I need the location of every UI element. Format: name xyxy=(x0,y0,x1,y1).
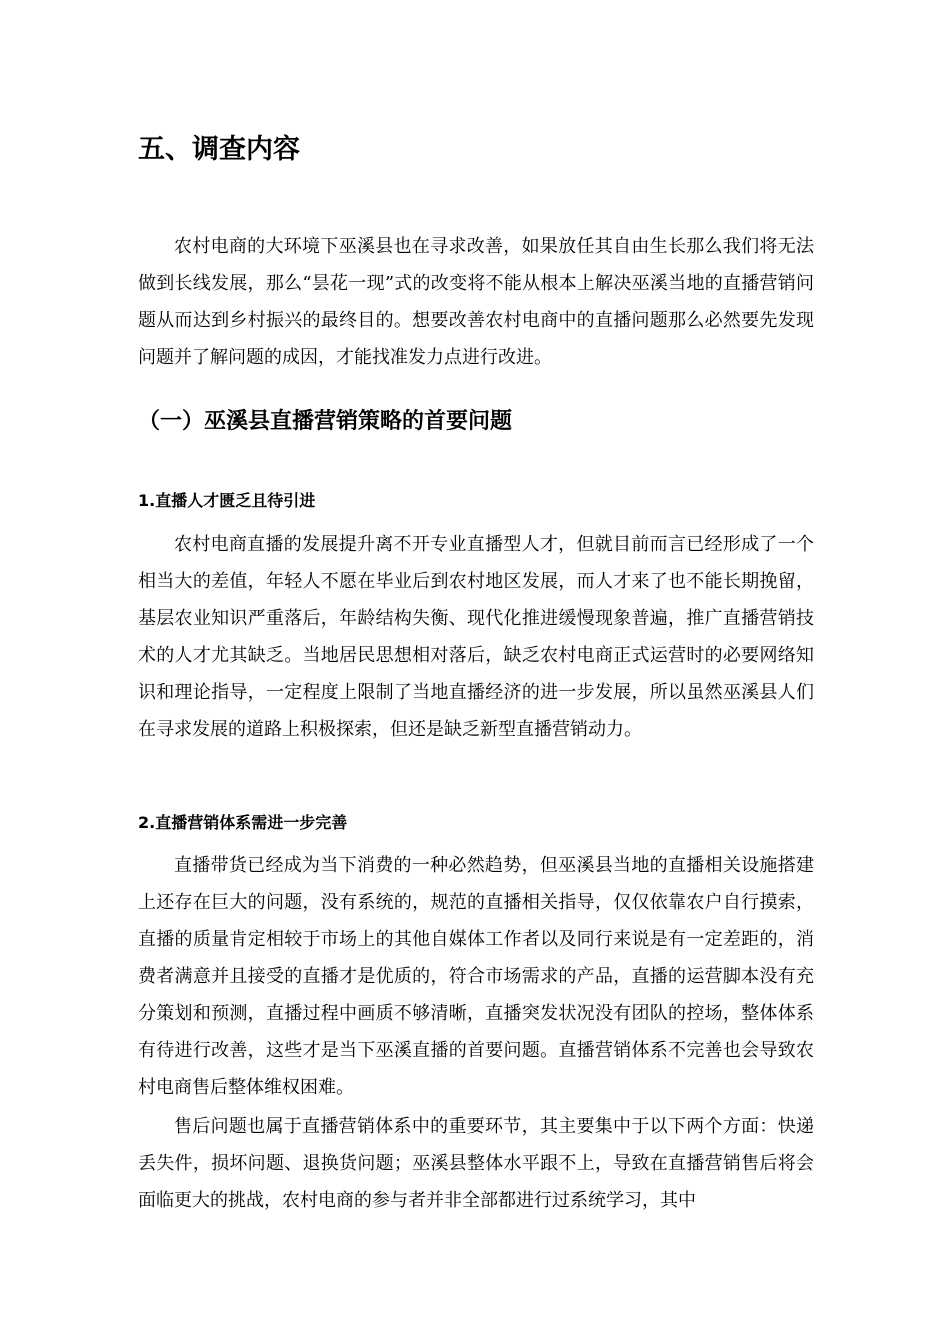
section-title: 五、调查内容 xyxy=(138,134,300,165)
item-1-heading: 1.直播人才匮乏且待引进 xyxy=(138,491,316,510)
item-2-heading: 2.直播营销体系需进一步完善 xyxy=(138,813,348,832)
item-2-paragraph-2: 售后问题也属于直播营销体系中的重要环节，其主要集中于以下两个方面：快递丢失件，损坏问题、退换货问题；巫溪县整体水平跟不上，导致在直播营销售后将会面临更大的挑战，农村电商的参与者并非全部都进行过系统学习，其中 xyxy=(138,1116,814,1211)
item-1-paragraph: 农村电商直播的发展提升离不开专业直播型人才，但就目前而言已经形成了一个相当大的差值，年轻人不愿在毕业后到农村地区发展，而人才来了也不能长期挽留，基层农业知识严重落后，年龄结构失衡、现代化推进缓慢现象普遍，推广直播营销技术的人才尤其缺乏。当地居民思想相对落后，缺乏农村电商正式运营时的必要网络知识和理论指导，一定程度上限制了当地直播经济的进一步发展，所以虽然巫溪县人们在寻求发展的道路上积极探索，但还是缺乏新型直播营销动力。 xyxy=(138,534,814,740)
subsection-title: （一）巫溪县直播营销策略的首要问题 xyxy=(138,409,513,434)
item-2-paragraph-1: 直播带货已经成为当下消费的一种必然趋势，但巫溪县当地的直播相关设施搭建上还存在巨大的问题，没有系统的，规范的直播相关指导，仅仅依靠农户自行摸索，直播的质量肯定相较于市场上的其他自媒体工作者以及同行来说是有一定差距的，消费者满意并且接受的直播才是优质的，符合市场需求的产品，直播的运营脚本没有充分策划和预测，直播过程中画质不够清晰，直播突发状况没有团队的控场，整体体系有待进行改善，这些才是当下巫溪直播的首要问题。直播营销体系不完善也会导致农村电商售后整体维权困难。 xyxy=(138,855,814,1098)
intro-paragraph: 农村电商的大环境下巫溪县也在寻求改善，如果放任其自由生长那么我们将无法做到长线发展，那么“昙花一现”式的改变将不能从根本上解决巫溪当地的直播营销问题从而达到乡村振兴的最终目的。想要改善农村电商中的直播问题那么必然要先发现问题并了解问题的成因，才能找准发力点进行改进。 xyxy=(138,236,814,368)
